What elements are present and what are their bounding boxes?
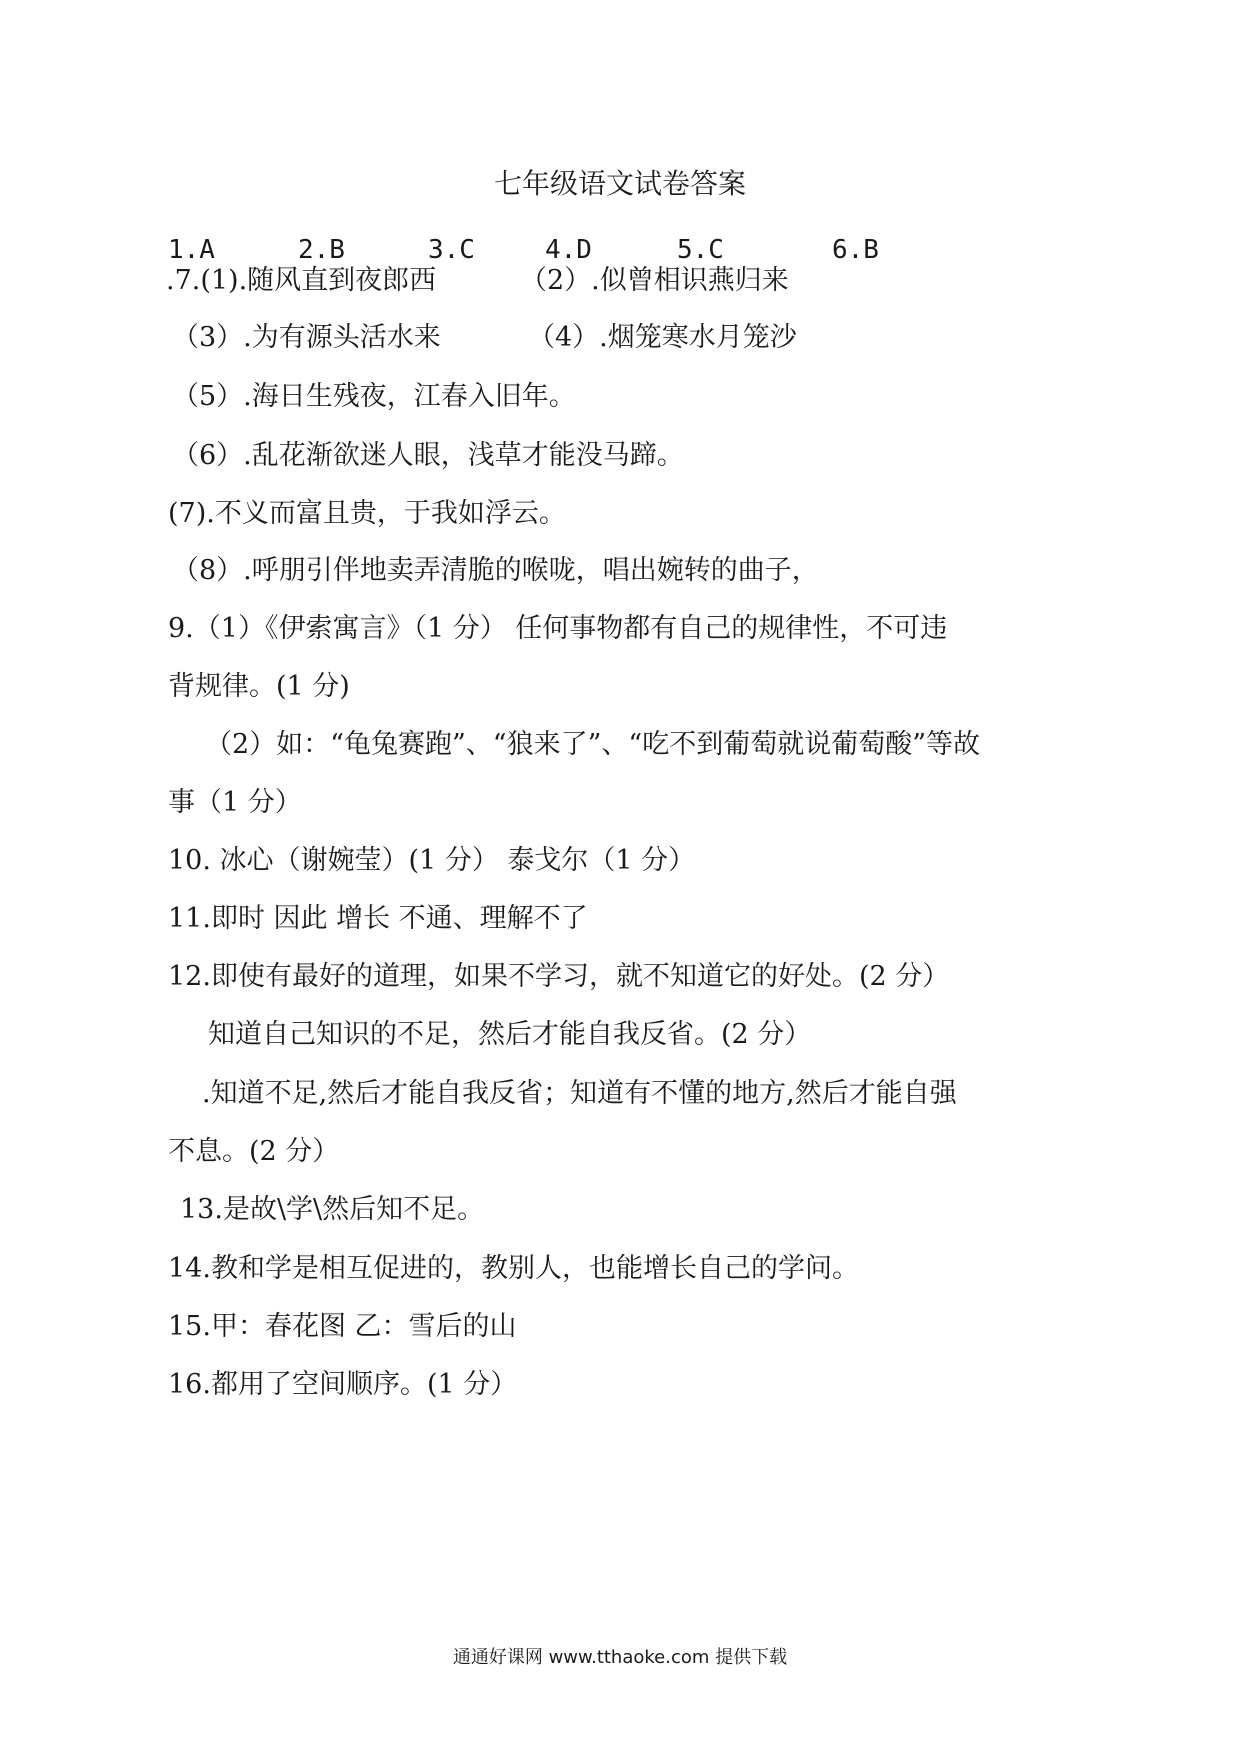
q15-answer: 15.甲：春花图 乙：雪后的山 xyxy=(168,1311,517,1342)
answer-1: 1.A xyxy=(168,235,215,265)
answer-6: 6.B xyxy=(832,235,879,265)
q12-line3: .知道不足,然后才能自我反省；知道有不懂的地方,然后才能自强 xyxy=(202,1078,957,1109)
answer-5: 5.C xyxy=(677,235,724,265)
q13-answer: 13.是故\学\然后知不足。 xyxy=(180,1194,485,1225)
q7-part1: .7.(1).随风直到夜郎西 xyxy=(166,265,437,296)
q7-part6: （6）.乱花渐欲迷人眼，浅草才能没马蹄。 xyxy=(172,440,684,471)
q7-part7: (7).不义而富且贵，于我如浮云。 xyxy=(168,498,566,529)
q9-line4: 事（1 分） xyxy=(168,787,302,818)
page-title: 七年级语文试卷答案 xyxy=(493,167,746,200)
answer-4: 4.D xyxy=(545,235,592,265)
q12-line1: 12.即使有最好的道理，如果不学习，就不知道它的好处。(2 分） xyxy=(168,961,950,992)
q12-line2: 知道自己知识的不足，然后才能自我反省。(2 分） xyxy=(208,1019,812,1050)
q9-line1: 9.（1）《伊索寓言》（1 分） 任何事物都有自己的规律性，不可违 xyxy=(168,613,948,644)
q7-part4: （4）.烟笼寒水月笼沙 xyxy=(528,322,797,353)
footer-credit: 通通好课网 www.tthaoke.com 提供下载 xyxy=(452,1647,788,1668)
q9-line3: （2）如：“龟兔赛跑”、“狼来了”、“吃不到葡萄就说葡萄酸”等故 xyxy=(205,729,980,760)
q7-part5: （5）.海日生残夜，江春入旧年。 xyxy=(172,381,576,412)
q7-part8: （8）.呼朋引伴地卖弄清脆的喉咙，唱出婉转的曲子， xyxy=(172,555,819,586)
q10-answer: 10. 冰心（谢婉莹）(1 分） 泰戈尔（1 分） xyxy=(168,845,696,876)
q16-answer: 16.都用了空间顺序。(1 分） xyxy=(168,1369,518,1400)
q7-part3: （3）.为有源头活水来 xyxy=(172,322,441,353)
q7-part2: （2）.似曾相识燕归来 xyxy=(520,265,789,296)
q14-answer: 14.教和学是相互促进的，教别人，也能增长自己的学问。 xyxy=(168,1253,859,1284)
q11-answer: 11.即时 因此 增长 不通、理解不了 xyxy=(168,903,588,934)
q9-line2: 背规律。(1 分) xyxy=(168,671,350,702)
q12-line4: 不息。(2 分） xyxy=(168,1136,340,1167)
answer-2: 2.B xyxy=(298,235,345,265)
answer-3: 3.C xyxy=(428,235,475,265)
